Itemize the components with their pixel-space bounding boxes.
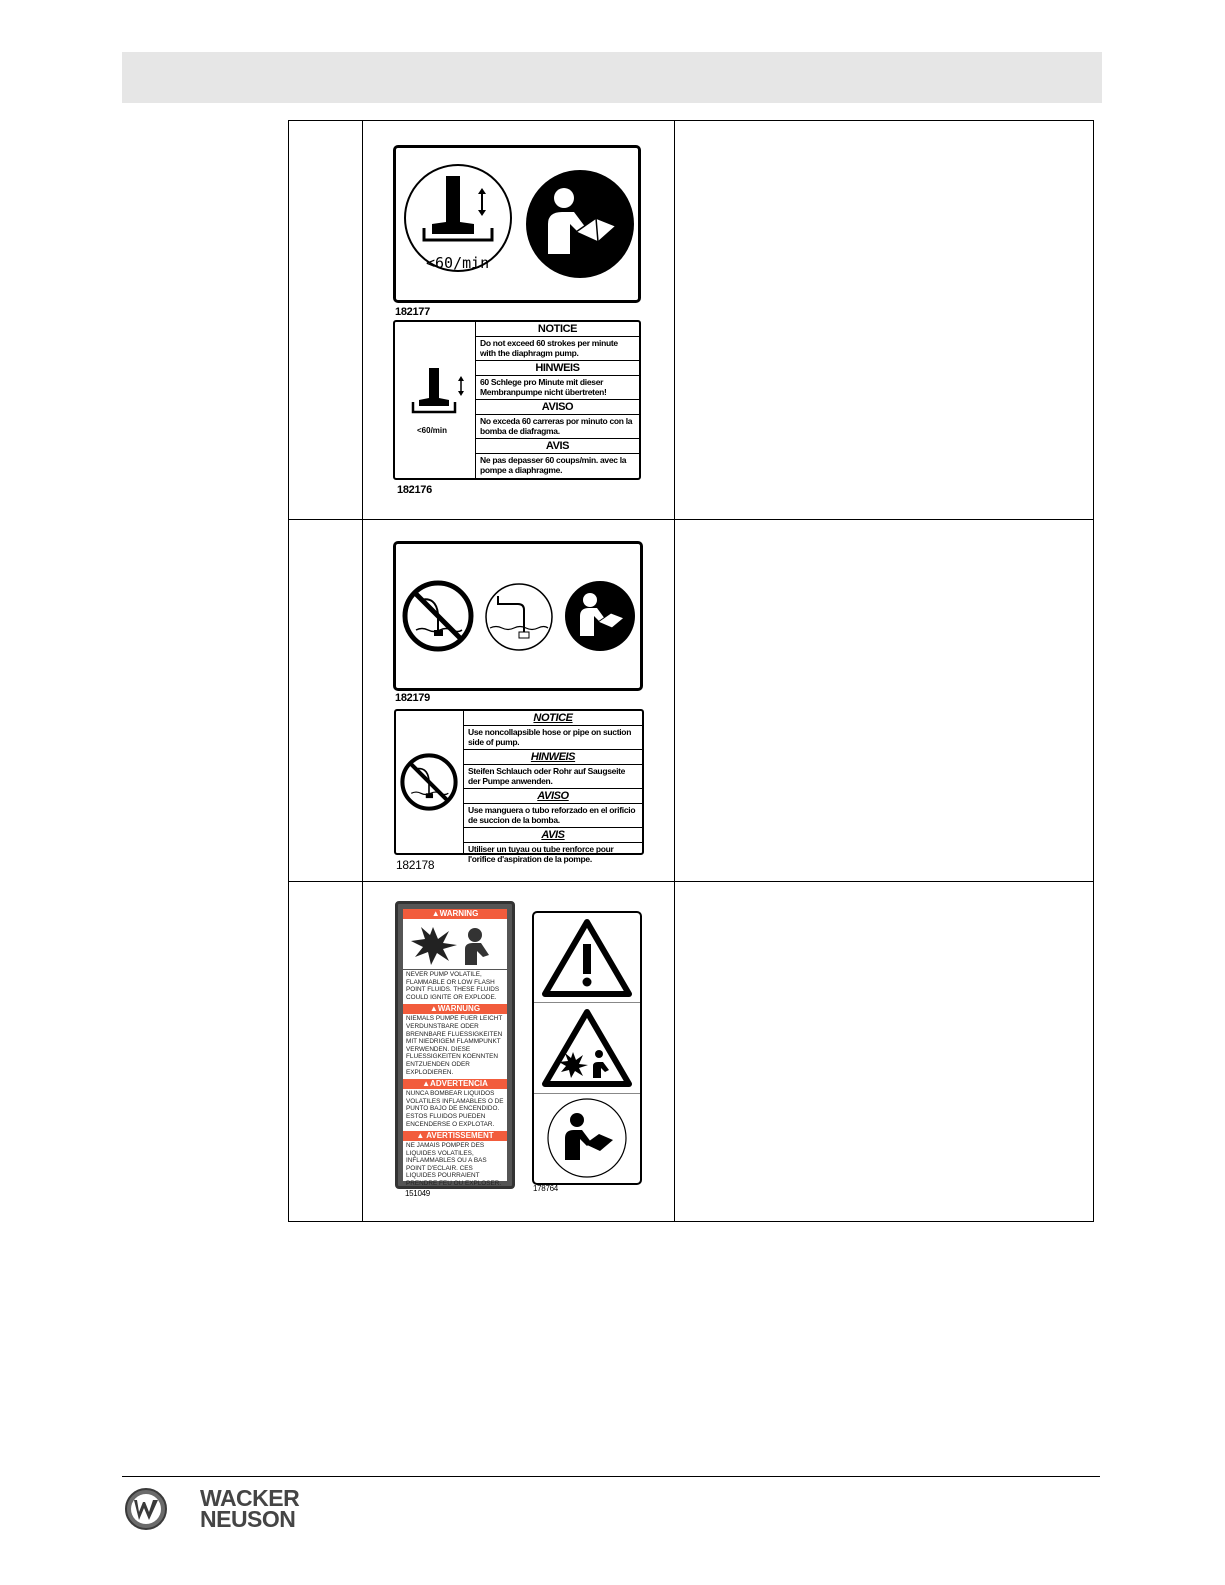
- warning-heading-fr: ▲ AVERTISSEMENT: [403, 1131, 507, 1141]
- decal-182178: [394, 709, 644, 864]
- part-number-182176: 182176: [397, 484, 432, 496]
- notice-text-en: Use noncollapsible hose or pipe on suction side of pump.: [464, 726, 642, 750]
- read-manual-icon: [564, 580, 636, 652]
- notice-heading-en: NOTICE: [464, 711, 642, 726]
- read-manual-icon: [524, 168, 636, 280]
- no-collapsible-hose-icon: [402, 580, 474, 652]
- explosion-pictogram: [403, 919, 507, 970]
- brand-line-2: NEUSON: [200, 1506, 296, 1532]
- warning-text-es: NUNCA BOMBEAR LIQUIDOS VOLATILES INFLAMABLES O DE PUNTO BAJO DE ENCENDIDO. ESTOS FLUIDOS PUEDEN ENCENDERSE O EXPLOTAR.: [406, 1090, 504, 1128]
- description-cell: [675, 882, 1094, 1222]
- warning-heading-en: ▲WARNING: [403, 909, 507, 919]
- explosion-icon: [403, 919, 511, 969]
- decal-182177: [393, 145, 641, 303]
- decal-table: [288, 120, 1094, 1222]
- symbol-cell: [534, 913, 640, 1003]
- warning-triangle-icon: [541, 918, 633, 998]
- part-number-182177: 182177: [395, 306, 430, 318]
- brand-line-1: WACKER: [200, 1485, 300, 1511]
- notice-heading-de: HINWEIS: [476, 361, 639, 376]
- description-cell: [675, 121, 1094, 520]
- notice-text-de: 60 Schlege pro Minute mit dieser Membranpumpe nicht übertreten!: [476, 376, 639, 400]
- explosion-hazard-icon: [541, 1008, 633, 1088]
- notice-text-fr: Ne pas depasser 60 coups/min. avec la pompe a diaphragme.: [480, 455, 627, 475]
- footer-rule: [122, 1476, 1100, 1477]
- decal-151049: [395, 901, 515, 1189]
- notice-heading-de: HINWEIS: [464, 750, 642, 765]
- decal-178764: [532, 911, 642, 1185]
- warning-heading-es: ▲ADVERTENCIA: [403, 1079, 507, 1089]
- warning-text-en: NEVER PUMP VOLATILE, FLAMMABLE OR LOW FLASH POINT FLUIDS. THESE FLUIDS COULD IGNITE OR EXPLODE.: [406, 971, 500, 1001]
- notice-heading-en: NOTICE: [476, 322, 639, 337]
- warning-heading-de: ▲WARNUNG: [403, 1004, 507, 1014]
- notice-text-fr: Utiliser un tuyau ou tube renforce pour l'orifice d'aspiration de la pompe.: [468, 844, 614, 864]
- ref-cell: [289, 882, 363, 1222]
- part-number-178764: 178764: [533, 1184, 558, 1193]
- decal-image-cell: [363, 882, 675, 1222]
- read-manual-icon: [545, 1096, 629, 1180]
- description-cell: [675, 520, 1094, 882]
- warning-text-de: NIEMALS PUMPE FUER LEICHT VERDUNSTBARE ODER BRENNBARE FLUESSIGKEITEN MIT NIEDRIGEM FLAMMPUNKT VERWENDEN. DIESE FLUESSIGKEITEN KOENNTEN ENTZUENDEN ODER EXPLODIEREN.: [406, 1015, 503, 1076]
- decal-image-cell: [363, 121, 675, 520]
- notice-text-de: Steifen Schlauch oder Rohr auf Saugseite der Pumpe anwenden.: [464, 765, 642, 789]
- part-number-182179: 182179: [395, 692, 430, 704]
- stroke-rate-text: <60/min: [426, 254, 490, 272]
- part-number-151049: 151049: [405, 1189, 430, 1198]
- notice-text-es: No exceda 60 carreras por minuto con la bomba de diafragma.: [476, 415, 639, 439]
- decal-image-cell: [363, 520, 675, 882]
- table-row: [289, 121, 1094, 520]
- ref-cell: [289, 520, 363, 882]
- stroke-rate-text: <60/min: [417, 426, 448, 435]
- symbol-cell: [534, 1003, 640, 1093]
- decal-182176: [393, 320, 641, 480]
- part-number-182178: 182178: [396, 858, 435, 872]
- multilingual-notice: [463, 711, 642, 864]
- table-row: [289, 882, 1094, 1222]
- notice-text-es: Use manguera o tubo reforzado en el orificio de succion de la bomba.: [464, 804, 642, 828]
- pump-handle-icon: [409, 364, 469, 426]
- multilingual-notice: [475, 322, 639, 478]
- brand-wordmark: [200, 1485, 300, 1532]
- notice-text-en: Do not exceed 60 strokes per minute with the diaphragm pump.: [476, 337, 639, 361]
- symbol-cell: [534, 1094, 640, 1183]
- warning-text-fr: NE JAMAIS POMPER DES LIQUIDES VOLATILES, INFLAMMABLES OU A BAS POINT D'ECLAIR. CES LIQUIDES POURRAIENT PRENDRE FEU OU EXPLOSER.: [406, 1142, 502, 1188]
- ref-cell: [289, 121, 363, 520]
- notice-heading-es: AVISO: [476, 400, 639, 415]
- rigid-hose-icon: [484, 582, 554, 652]
- notice-heading-es: AVISO: [464, 789, 642, 804]
- decal-182179: [393, 541, 643, 691]
- no-collapsible-hose-icon: [400, 753, 458, 811]
- notice-heading-fr: AVIS: [464, 828, 642, 843]
- page-header-band: [122, 52, 1102, 103]
- table-row: [289, 520, 1094, 882]
- notice-heading-fr: AVIS: [476, 439, 639, 454]
- wacker-neuson-logo-icon: [124, 1486, 168, 1532]
